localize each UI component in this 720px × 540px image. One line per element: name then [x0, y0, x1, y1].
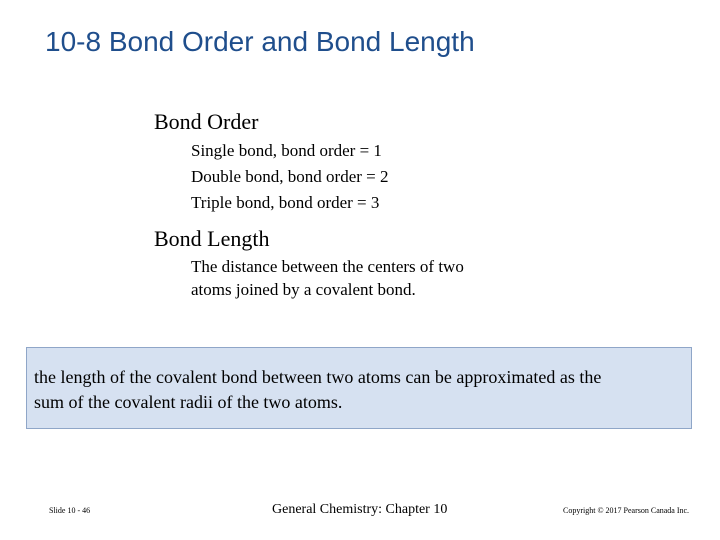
bond-order-heading: Bond Order — [154, 109, 259, 134]
bond-length-definition-line-2: atoms joined by a covalent bond. — [191, 280, 416, 299]
bond-length-definition-line-1: The distance between the centers of two — [191, 257, 464, 276]
slide-title: 10-8 Bond Order and Bond Length — [45, 26, 475, 57]
callout-text — [34, 365, 684, 415]
callout-box — [26, 347, 692, 429]
bond-order-item-triple: Triple bond, bond order = 3 — [191, 193, 380, 212]
footer-course: General Chemistry: Chapter 10 — [272, 502, 448, 517]
bond-order-item-double: Double bond, bond order = 2 — [191, 167, 389, 186]
bond-length-heading: Bond Length — [154, 226, 270, 251]
slide-number: Slide 10 - 46 — [49, 506, 91, 515]
callout-line-1: the length of the covalent bond between two atoms can be approximated as the — [34, 367, 602, 387]
bond-order-item-single: Single bond, bond order = 1 — [191, 141, 382, 160]
callout-line-2: sum of the covalent radii of the two atoms. — [34, 392, 343, 412]
footer-copyright: Copyright © 2017 Pearson Canada Inc. — [563, 506, 690, 515]
